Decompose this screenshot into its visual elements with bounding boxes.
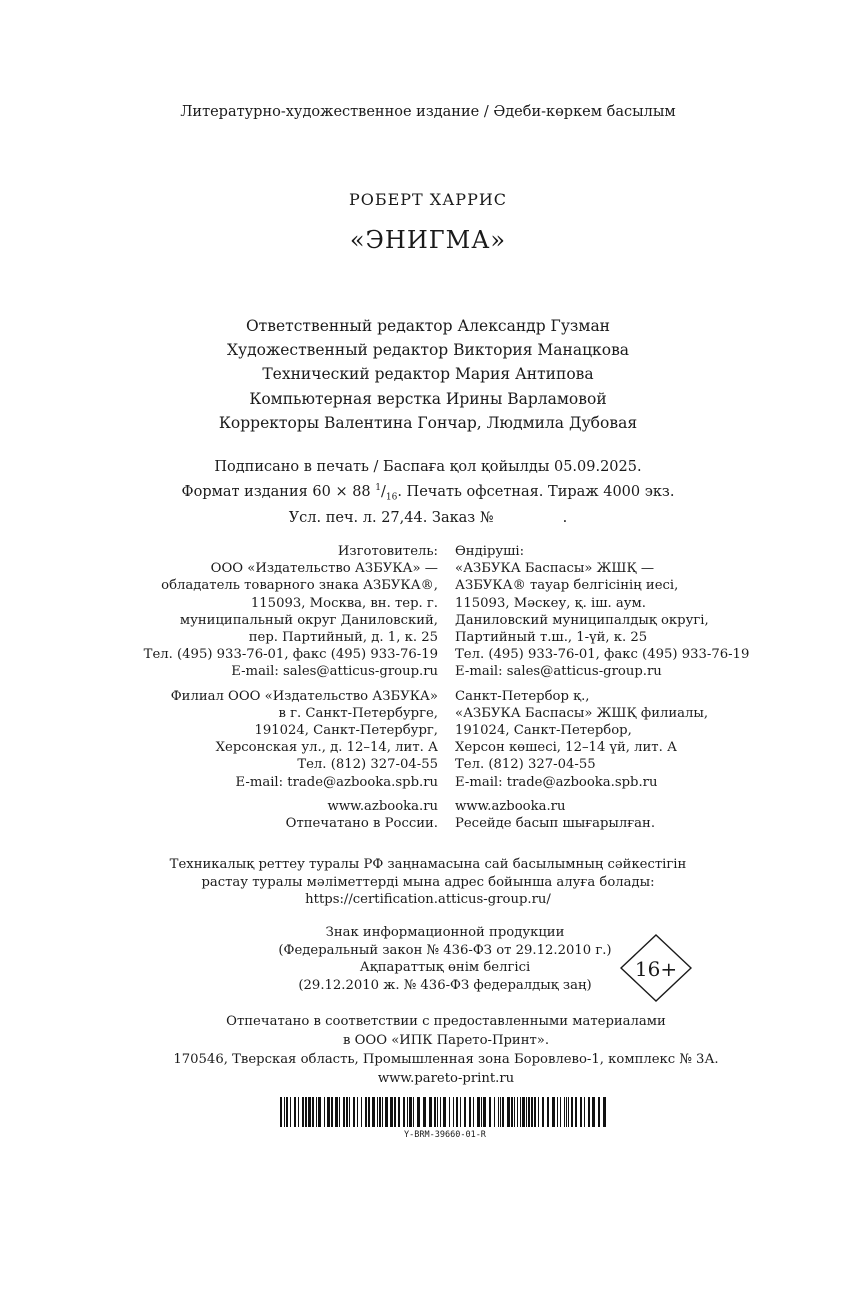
book-author: РОБЕРТ ХАРРИС [348, 190, 508, 209]
barcode [280, 1097, 610, 1127]
barcode-bar [417, 1097, 420, 1127]
barcode-bar [286, 1097, 288, 1127]
text-line: Өндіруші: [455, 544, 525, 559]
barcode-bar [507, 1097, 510, 1127]
barcode-bar [489, 1097, 491, 1127]
text-line: растау туралы мәліметтерді мына адрес бойынша алуға болады: [201, 874, 655, 890]
barcode-bar [403, 1097, 405, 1127]
barcode-bar [305, 1097, 307, 1127]
manufacturer-ru-web [144, 798, 438, 832]
text-line: 191024, Санкт-Петербург, [254, 723, 438, 739]
barcode-bar [361, 1097, 362, 1127]
manufacturer-ru-main [144, 543, 438, 681]
text-line: E-mail: trade@azbooka.spb.ru [235, 774, 438, 790]
barcode-bar [603, 1097, 606, 1127]
text-line: в ООО «ИПК Парето-Принт». [342, 1033, 550, 1048]
credit-line: Корректоры Валентина Гончар, Людмила Дубовая [218, 413, 638, 432]
age-rating-text: 16+ [634, 957, 678, 981]
barcode-bar [500, 1097, 501, 1127]
certification-url: https://certification.atticus-group.ru/ [305, 892, 551, 907]
text-line: (29.12.2010 ж. № 436-ФЗ федералдық заң) [298, 977, 592, 993]
credit-line: Технический редактор Мария Антипова [262, 365, 594, 384]
barcode-bar [429, 1097, 432, 1127]
barcode-bar [331, 1097, 333, 1127]
barcode-bar [316, 1097, 317, 1127]
print-info [0, 457, 856, 528]
barcode-bar [502, 1097, 504, 1127]
barcode-bar [365, 1097, 367, 1127]
barcode-bar [372, 1097, 375, 1127]
barcode-bar [407, 1097, 408, 1127]
format-denominator: 16 [385, 492, 398, 503]
text-line: Партийный т.ш., 1-үй, к. 25 [455, 630, 648, 646]
barcode-bar [517, 1097, 518, 1127]
barcode-bar [294, 1097, 296, 1127]
barcode-bar [409, 1097, 412, 1127]
text-line: Ресейде басып шығарылған. [455, 816, 656, 832]
age-rating-badge [620, 934, 692, 1002]
credit-line: Компьютерная верстка Ирины Варламовой [249, 389, 607, 408]
barcode-bar [390, 1097, 393, 1127]
barcode-bar [443, 1097, 446, 1127]
barcode-bar [437, 1097, 438, 1127]
format-numerator: 1 [375, 482, 381, 493]
signed-to-print: Подписано в печать / Баспаға қол қойылды 05.09.2025. [214, 459, 642, 475]
text-line: Отпечатано в соответствии с предоставленными материалами [226, 1014, 666, 1029]
barcode-bar [547, 1097, 549, 1127]
barcode-bar [413, 1097, 414, 1127]
info-product-sign [270, 924, 620, 994]
text-line: Знак информационной продукции [325, 925, 565, 940]
barcode-bar [575, 1097, 577, 1127]
barcode-bar [588, 1097, 590, 1127]
barcode-bar [318, 1097, 321, 1127]
barcode-bar [552, 1097, 555, 1127]
barcode-bar [498, 1097, 499, 1127]
barcode-bar [335, 1097, 338, 1127]
text-line: обладатель товарного знака АЗБУКА®, [161, 578, 438, 594]
barcode-bar [511, 1097, 513, 1127]
text-line: Херсонская ул., д. 12–14, лит. А [215, 740, 438, 756]
text-line: 191024, Санкт-Петербор, [455, 723, 632, 739]
barcode-bar [560, 1097, 561, 1127]
sheets-order: Усл. печ. л. 27,44. Заказ № . [288, 509, 568, 526]
barcode-bar [522, 1097, 525, 1127]
text-line: (Федеральный закон № 436-ФЗ от 29.12.2010 г.) [278, 942, 612, 958]
barcode-bar [494, 1097, 495, 1127]
barcode-bar [339, 1097, 340, 1127]
credit-line: Ответственный редактор Александр Гузман [245, 317, 611, 335]
barcode-label: Y-BRM-39660-01-R [404, 1130, 486, 1140]
manufacturer-ru [144, 543, 438, 839]
barcode-bar [302, 1097, 304, 1127]
text-line: Изготовитель: [337, 544, 438, 559]
barcode-bar [520, 1097, 521, 1127]
barcode-bar [449, 1097, 450, 1127]
barcode-bar [284, 1097, 285, 1127]
barcode-bar [440, 1097, 441, 1127]
barcode-bar [434, 1097, 436, 1127]
barcode-bar [346, 1097, 348, 1127]
edition-type: Литературно-художественное издание / Әдеби-көркем басылым [180, 104, 676, 120]
barcode-bar [290, 1097, 291, 1127]
barcode-bar [394, 1097, 396, 1127]
barcode-bar [592, 1097, 595, 1127]
barcode-bar [580, 1097, 582, 1127]
manufacturer-kz-branch [455, 688, 749, 791]
barcode-bar [531, 1097, 533, 1127]
barcode-bar [566, 1097, 567, 1127]
manufacturer-ru-branch [144, 688, 438, 791]
barcode-bar [382, 1097, 383, 1127]
barcode-bar [514, 1097, 515, 1127]
barcode-bar [528, 1097, 530, 1127]
barcode-bar [324, 1097, 325, 1127]
barcode-bar [557, 1097, 558, 1127]
text-line: www.azbooka.ru [455, 798, 566, 814]
format-suffix: . Печать офсетная. Тираж 4000 экз. [397, 483, 675, 500]
credit-line: Художественный редактор Виктория Манацкова [226, 341, 630, 360]
barcode-bar [379, 1097, 381, 1127]
barcode-bar [308, 1097, 311, 1127]
barcode-bar [423, 1097, 426, 1127]
barcode-bar [481, 1097, 482, 1127]
barcode-bar [280, 1097, 282, 1127]
barcode-bar [571, 1097, 573, 1127]
text-line: Тел. (812) 327-04-55 [455, 757, 596, 773]
barcode-bar [534, 1097, 536, 1127]
text-line: Санкт-Петербор қ., [455, 688, 590, 704]
text-line: в г. Санкт-Петербурге, [278, 705, 438, 721]
barcode-bar [464, 1097, 466, 1127]
text-line: муниципальный округ Даниловский, [179, 612, 438, 628]
text-line: Филиал ООО «Издательство АЗБУКА» [170, 688, 438, 704]
manufacturer-kz-main [455, 543, 749, 681]
barcode-bar [357, 1097, 358, 1127]
barcode-bar [453, 1097, 454, 1127]
barcode-bar [368, 1097, 370, 1127]
barcode-bar [483, 1097, 486, 1127]
text-line: 115093, Мәскеу, қ. іш. аум. [455, 595, 646, 611]
text-line: Херсон көшесі, 12–14 үй, лит. А [455, 740, 677, 756]
barcode-bar [598, 1097, 600, 1127]
barcode-bar [343, 1097, 345, 1127]
editorial-credits [0, 314, 856, 435]
barcode-bar [477, 1097, 480, 1127]
barcode-bar [456, 1097, 458, 1127]
barcode-bar [312, 1097, 314, 1127]
text-line: E-mail: trade@azbooka.spb.ru [455, 774, 658, 790]
text-line: www.azbooka.ru [327, 798, 438, 814]
text-line: Тел. (495) 933-76-01, факс (495) 933-76-19 [143, 647, 438, 663]
text-line: Тел. (812) 327-04-55 [297, 757, 438, 773]
barcode-bar [349, 1097, 350, 1127]
text-line: АЗБУКА® тауар белгісінің иесі, [455, 578, 679, 594]
format-prefix: Формат издания 60 × 88 [181, 483, 376, 500]
book-title: «ЭНИГМА» [349, 226, 507, 254]
barcode-bar [298, 1097, 299, 1127]
barcode-bar [538, 1097, 539, 1127]
barcode-bar [385, 1097, 388, 1127]
printer-url: www.pareto-print.ru [377, 1071, 515, 1086]
format-line: Формат издания 60 × 88 $^1/_{16}$. Печать офсетная. Тираж 4000 экз. [181, 482, 675, 503]
barcode-bar [398, 1097, 400, 1127]
barcode-bar [460, 1097, 461, 1127]
manufacturer-kz [455, 543, 749, 839]
barcode-bar [377, 1097, 378, 1127]
text-line: E-mail: sales@atticus-group.ru [455, 664, 662, 680]
certification-note [0, 856, 856, 909]
text-line: пер. Партийный, д. 1, к. 25 [248, 630, 438, 646]
barcode-bar [568, 1097, 569, 1127]
barcode-bar [584, 1097, 585, 1127]
barcode-bar [473, 1097, 474, 1127]
text-line: Тел. (495) 933-76-01, факс (495) 933-76-19 [455, 647, 750, 663]
printer-info [0, 1012, 856, 1088]
text-line: «АЗБУКА Баспасы» ЖШҚ филиалы, [455, 705, 709, 721]
barcode-bar [526, 1097, 527, 1127]
barcode-bar [353, 1097, 355, 1127]
barcode-bar [542, 1097, 544, 1127]
manufacturer-kz-web [455, 798, 749, 832]
barcode-bar [564, 1097, 565, 1127]
text-line: Даниловский муниципалдық округі, [455, 612, 709, 628]
text-line: E-mail: sales@atticus-group.ru [231, 664, 438, 680]
text-line: «АЗБУКА Баспасы» ЖШҚ — [455, 561, 655, 577]
text-line: Техникалық реттеу туралы РФ заңнамасына сай басылымның сәйкестігін [169, 857, 687, 872]
text-line: Отпечатано в России. [285, 816, 438, 832]
barcode-bar [327, 1097, 330, 1127]
text-line: Ақпараттық өнім белгісі [359, 960, 531, 975]
text-line: 115093, Москва, вн. тер. г. [250, 595, 438, 611]
barcode-bar [469, 1097, 471, 1127]
text-line: ООО «Издательство АЗБУКА» — [210, 561, 438, 577]
text-line: 170546, Тверская область, Промышленная зона Боровлево-1, комплекс № 3А. [173, 1052, 719, 1067]
